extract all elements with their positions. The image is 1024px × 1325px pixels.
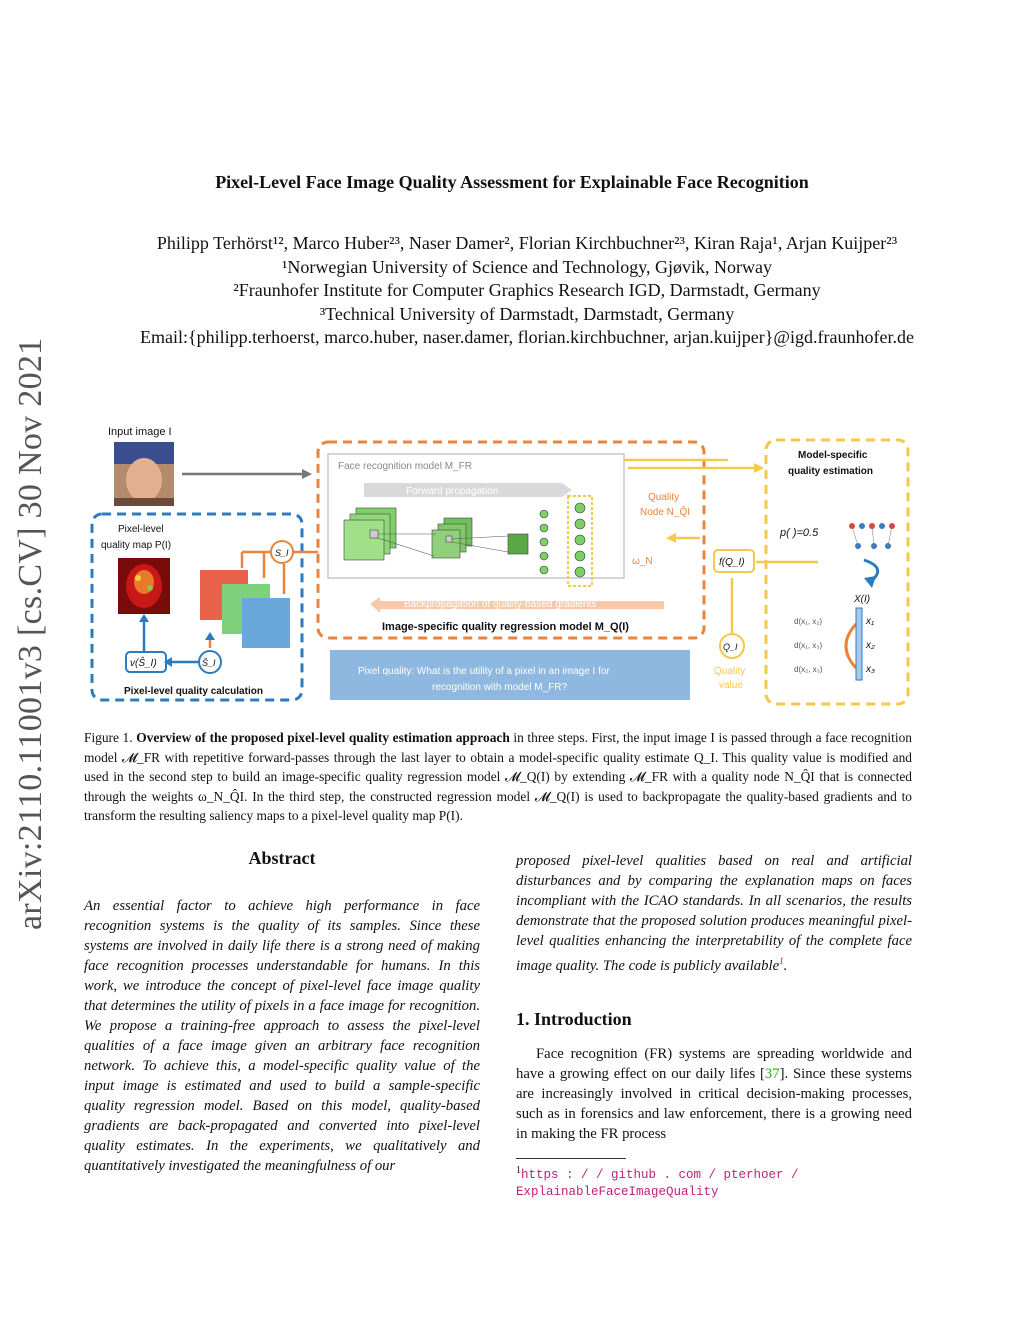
intro-text-a: Face recognition (FR) systems are spreading worldwide and have a growing effect on our daily lifes [ (516, 1046, 912, 1082)
distance-23: d(x₂, x₃) (794, 665, 823, 674)
quality-value-label: Quality (714, 666, 746, 677)
pixel-calc-label: Pixel-level quality calculation (124, 686, 263, 697)
caption-text: in three steps. First, the input image I is passed through a face recognition model 𝓜_FR with repetitive forward-passes through the last layer to obtain a model-specific quality estimate Q_I. This quality value is modified and used in the second step to build an image-specific quality regression model 𝓜_Q(I) by extending 𝓜_FR with a quality node N_Q̂I that is connected through the weights ω_N_Q̂I. In the third step, the constructed regression model 𝓜_Q(I) is used to backpropagate the quality-based gradients and to transform the resulting saliency maps to a pixel-level quality map P(I). (84, 730, 912, 823)
affiliation-2: ²Fraunhofer Institute for Computer Graphics Research IGD, Darmstadt, Germany (233, 280, 821, 300)
pixel-map-label-2: quality map P(I) (101, 540, 172, 551)
footnote-rule (516, 1158, 626, 1159)
x2-label: x₂ (866, 640, 875, 651)
x3-label: x₃ (866, 664, 875, 675)
f-label: f(Q_I) (719, 557, 745, 568)
intro-text-b: ]. Since these systems are increasingly involved in critical decision-making processes, such as in forensics and law enforcement, there is a growing need in making the FR process (516, 1066, 913, 1142)
footnote-mark: 1 (516, 1165, 521, 1176)
embedding-vector (856, 608, 862, 680)
intro-heading: 1. Introduction (516, 1009, 632, 1029)
quality-value-label-2: value (719, 680, 743, 691)
x-label: X(I) (854, 594, 871, 605)
distance-12: d(x₁, x₂) (794, 617, 823, 626)
affiliation-1: ¹Norwegian University of Science and Technology, Gjøvik, Norway (281, 256, 773, 277)
abstract-text: An essential factor to achieve high performance in face recognition systems is the quality of its samples. Since these systems are involved in daily life there is a strong need of making face recognition processes understandable for humans. In this work, we introduce the concept of pixel-level face image quality that determines the utility of pixels in a face image for recognition. We propose a training-free approach to assess the pixel-level qualities of a face image given an arbitrary face recognition network. To achieve this, a model-specific quality value of the input image is estimated and used to build a sample-specific quality regression model. Based on this model, quality-based gradients are back-propagated and converted into pixel-level quality estimates. In the experiments, we qualitatively and quantitatively investigated the meaningfulness of our (84, 898, 480, 1174)
dropout-network (849, 523, 895, 549)
intro-text (516, 1044, 912, 1144)
abstract-heading: Abstract (248, 848, 316, 868)
author-block (0, 232, 1024, 350)
author-email: Email:{philipp.terhoerst, marco.huber, naser.damer, florian.kirchbuchner, arjan.kuijper}@igd.fraunhofer.de (140, 327, 914, 347)
s-hat-label: Ŝ_I (202, 658, 216, 668)
saliency-maps (200, 570, 290, 648)
citation-link[interactable]: 37 (764, 1066, 780, 1082)
x1-label: x₁ (866, 616, 875, 627)
forward-label: Forward propagation (406, 486, 499, 497)
q-label: Q_I (723, 642, 738, 652)
conv-layers (344, 508, 528, 560)
footnote-url-2[interactable]: ExplainableFaceImageQuality (516, 1185, 719, 1200)
pixel-map-label: Pixel-level (118, 524, 164, 535)
model-specific-label: Model-specific (798, 450, 868, 461)
input-image-label: Input image I (108, 426, 172, 438)
author-list: Philipp Terhörst¹², Marco Huber²³, Naser Damer², Florian Kirchbuchner²³, Kiran Raja¹, Arjan Kuijper²³ (156, 233, 898, 253)
v-label: v(Ŝ_I) (130, 658, 157, 669)
pixel-quality-map (118, 558, 170, 614)
figure-caption (84, 728, 912, 826)
p-label: p( )=0.5 (780, 527, 819, 539)
caption-bold: Overview of the proposed pixel-level quality estimation approach (136, 730, 510, 745)
quality-node-label: Quality (648, 492, 680, 503)
backprop-label: Backpropagation of quality-based gradients (404, 599, 597, 610)
abstract-continued (516, 851, 912, 976)
quality-node-label-2: Node N_Q̂I (640, 507, 691, 518)
regression-model-label: Image-specific quality regression model M_Q(I) (382, 621, 629, 633)
fc-layer (540, 503, 585, 577)
footnote (516, 1162, 912, 1201)
s-label: S_I (275, 548, 289, 558)
arxiv-identifier: arXiv:2110.11001v3 [cs.CV] 30 Nov 2021 (12, 337, 49, 930)
model-specific-box (766, 440, 908, 704)
paper-title: Pixel-Level Face Image Quality Assessment for Explainable Face Recognition (215, 172, 809, 192)
footnote-url-1[interactable]: https : / / github . com / pterhoer / (521, 1168, 799, 1183)
abstract-footnote-mark[interactable]: 1 (779, 956, 784, 966)
abstract-end: . (783, 957, 788, 974)
input-face-image (114, 442, 174, 506)
caption-prefix: Figure 1. (84, 730, 133, 745)
question-line-2: recognition with model M_FR? (432, 682, 568, 693)
fr-model-label: Face recognition model M_FR (338, 461, 472, 472)
model-specific-label-2: quality estimation (788, 466, 874, 477)
abstract-continued-text: proposed pixel-level qualities based on real and artificial disturbances and by comparing the explanation maps on faces incompliant with the ICAO standards. In all scenarios, the results demonstrate that the proposed solution produces meaningful pixel-level qualities enhancing the interpretability of the complete face image quality. The code is publicly available (516, 853, 912, 974)
distance-13: d(x₁, x₃) (794, 641, 823, 650)
question-line-1: Pixel quality: What is the utility of a pixel in an image I for (358, 666, 610, 677)
omega-label: ω_N (632, 556, 653, 567)
affiliation-3: ³Technical University of Darmstadt, Darmstadt, Germany (319, 303, 735, 324)
overview-figure (88, 418, 924, 708)
